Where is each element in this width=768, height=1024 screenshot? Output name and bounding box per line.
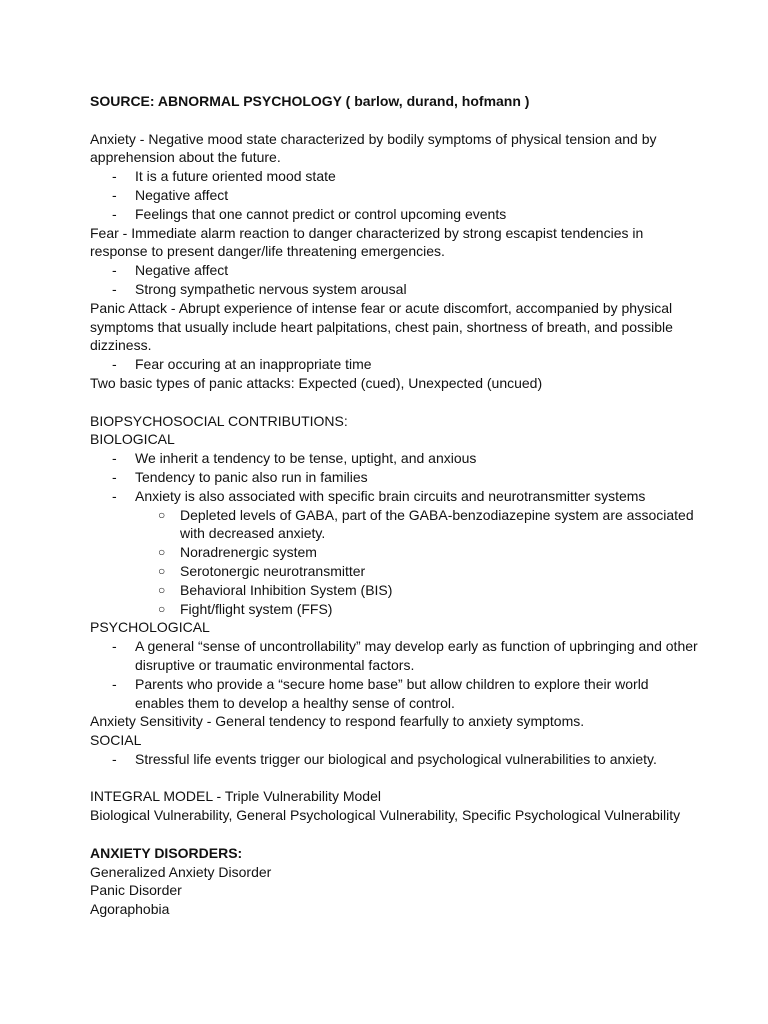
- list-item: - Negative affect: [112, 186, 229, 203]
- dash-bullet: -: [112, 168, 117, 185]
- sub-list-item: ○ Noradrenergic system: [158, 544, 317, 561]
- list-item: - Parents who provide a “secure home base” but allow children to explore their world enables them to develop a healthy sense of control.: [112, 675, 649, 711]
- biological-label: BIOLOGICAL: [90, 431, 175, 448]
- list-item: - We inherit a tendency to be tense, uptight, and anxious: [112, 450, 477, 467]
- dash-bullet: -: [112, 450, 117, 467]
- anxiety-sensitivity: Anxiety Sensitivity - General tendency to respond fearfully to anxiety symptoms.: [90, 713, 585, 730]
- list-item: - Strong sympathetic nervous system arousal: [112, 280, 407, 297]
- spacer: [90, 111, 700, 130]
- vulnerability-list: Biological Vulnerability, General Psychological Vulnerability, Specific Psychological Vulnerability: [90, 807, 681, 824]
- dash-bullet: -: [112, 262, 117, 279]
- anxiety-definition: Anxiety - Negative mood state characterized by bodily symptoms of physical tension and by apprehension about the future.: [90, 130, 657, 166]
- source-heading: SOURCE: ABNORMAL PSYCHOLOGY ( barlow, durand, hofmann ): [90, 93, 530, 109]
- dash-bullet: -: [112, 205, 117, 222]
- psychological-label: PSYCHOLOGICAL: [90, 619, 210, 636]
- circle-bullet-icon: ○: [158, 545, 166, 560]
- panic-definition: Panic Attack - Abrupt experience of intense fear or acute discomfort, accompanied by physical symptoms that usually include heart palpitations, chest pain, shortness of breath, and possible dizziness.: [90, 299, 673, 354]
- circle-bullet-icon: ○: [158, 507, 166, 522]
- anxiety-disorders-heading: ANXIETY DISORDERS:: [90, 844, 243, 861]
- spacer: [90, 769, 700, 788]
- dash-bullet: -: [112, 638, 117, 655]
- sub-list-item: ○ Behavioral Inhibition System (BIS): [158, 581, 393, 598]
- integral-model-title: INTEGRAL MODEL - Triple Vulnerability Model: [90, 788, 381, 805]
- list-item: - It is a future oriented mood state: [112, 168, 336, 185]
- list-item: - A general “sense of uncontrollability” may develop early as function of upbringing and other disruptive or traumatic environmental factors.: [112, 638, 698, 673]
- list-item: - Feelings that one cannot predict or control upcoming events: [112, 205, 507, 222]
- dash-bullet: -: [112, 750, 117, 767]
- spacer: [90, 393, 700, 412]
- list-item: - Negative affect: [112, 262, 229, 279]
- circle-bullet-icon: ○: [158, 563, 166, 578]
- spacer: [90, 825, 700, 844]
- sub-list-item: ○ Depleted levels of GABA, part of the GABA-benzodiazepine system are associated with decreased anxiety.: [158, 506, 694, 542]
- disorder-item: Panic Disorder: [90, 882, 182, 899]
- list-item: - Stressful life events trigger our biological and psychological vulnerabilities to anxiety.: [112, 750, 657, 767]
- biopsychosocial-heading: BIOPSYCHOSOCIAL CONTRIBUTIONS:: [90, 412, 348, 429]
- dash-bullet: -: [112, 280, 117, 297]
- dash-bullet: -: [112, 186, 117, 203]
- dash-bullet: -: [112, 675, 117, 692]
- list-item: - Fear occuring at an inappropriate time: [112, 356, 372, 373]
- circle-bullet-icon: ○: [158, 601, 166, 616]
- list-item: - Tendency to panic also run in families: [112, 468, 368, 485]
- fear-definition: Fear - Immediate alarm reaction to danger characterized by strong escapist tendencies in response to present danger/life threatening emergencies.: [90, 224, 644, 260]
- social-label: SOCIAL: [90, 732, 142, 749]
- disorder-item: Generalized Anxiety Disorder: [90, 863, 272, 880]
- document-page: [90, 92, 700, 919]
- sub-list-item: ○ Fight/flight system (FFS): [158, 600, 333, 617]
- circle-bullet-icon: ○: [158, 582, 166, 597]
- list-item: - Anxiety is also associated with specific brain circuits and neurotransmitter systems: [112, 487, 646, 504]
- panic-types: Two basic types of panic attacks: Expected (cued), Unexpected (uncued): [90, 374, 543, 391]
- dash-bullet: -: [112, 468, 117, 485]
- sub-list-item: ○ Serotonergic neurotransmitter: [158, 562, 366, 579]
- dash-bullet: -: [112, 487, 117, 504]
- dash-bullet: -: [112, 356, 117, 373]
- disorder-item: Agoraphobia: [90, 901, 170, 918]
